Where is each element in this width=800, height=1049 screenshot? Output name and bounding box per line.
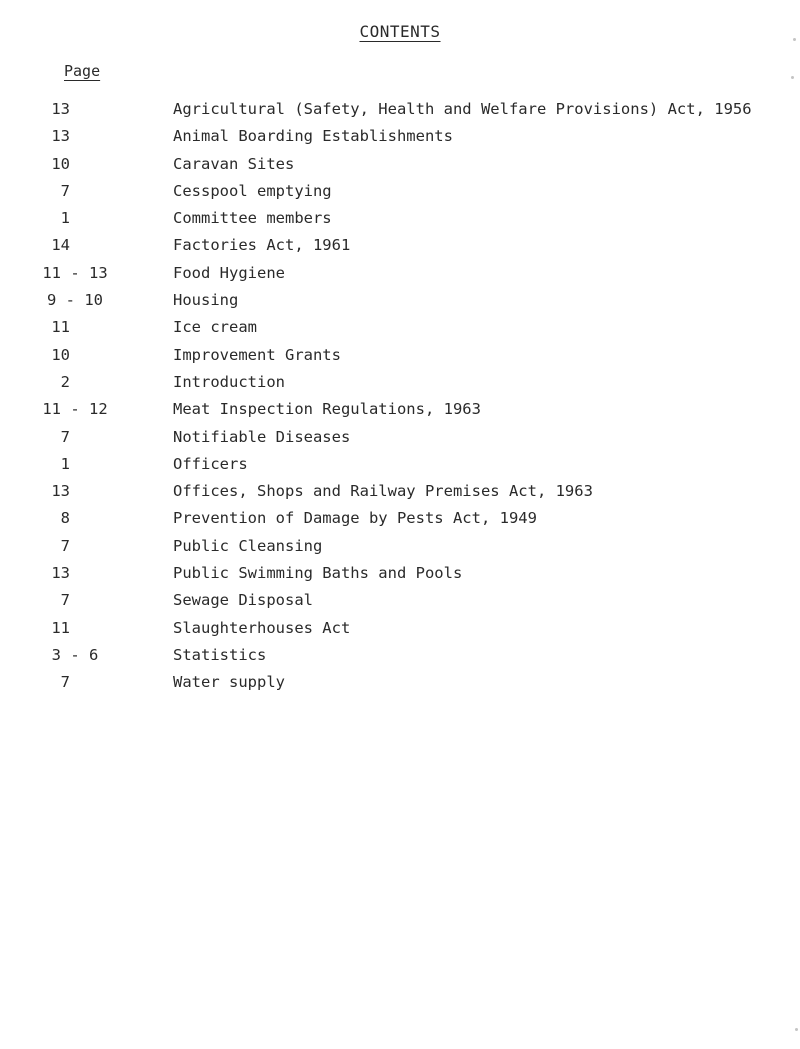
list-item [0,478,800,505]
subject-label: Housing [173,291,239,310]
page-number: 7 [60,673,70,692]
list-item [0,96,800,123]
scan-speck [795,1028,798,1031]
list-item [0,123,800,150]
page-number: 7 [60,536,70,555]
list-item [0,587,800,614]
subject-label: Slaughterhouses Act [173,618,351,637]
subject-label: Meat Inspection Regulations, 1963 [173,400,481,419]
page-number: 7 [60,591,70,610]
subject-label: Food Hygiene [173,263,285,282]
page-number: 13 [51,482,70,501]
list-item [0,533,800,560]
list-item [0,451,800,478]
subject-label: Factories Act, 1961 [173,236,351,255]
list-item [0,396,800,423]
list-item [0,560,800,587]
page-number: 11 - 12 [42,400,108,419]
list-item [0,151,800,178]
subject-label: Agricultural (Safety, Health and Welfare Provisions) Act, 1956 [173,100,752,118]
list-item [0,505,800,532]
page-number: 10 [51,154,70,173]
page-number: 13 [51,127,70,146]
subject-label: Animal Boarding Establishments [173,127,453,146]
page-number: 3 - 6 [51,645,99,664]
scan-speck [793,38,796,41]
page-number: 8 [60,509,70,528]
list-item [0,669,800,696]
subject-label: Notifiable Diseases [173,427,351,446]
list-item [0,260,800,287]
page-number: 11 - 13 [42,263,108,282]
page-number: 1 [60,454,70,473]
page-number: 11 [51,318,70,337]
list-item [0,287,800,314]
subject-label: Cesspool emptying [173,181,332,200]
subject-label: Statistics [173,645,267,664]
subject-label: Caravan Sites [173,154,295,173]
contents-list [0,96,800,697]
subject-label: Ice cream [173,318,257,337]
list-item [0,642,800,669]
subject-label: Improvement Grants [173,345,341,364]
page-number: 9 - 10 [47,291,103,310]
list-item [0,369,800,396]
subject-label: Officers [173,454,248,473]
subject-label: Offices, Shops and Railway Premises Act, 1963 [173,482,593,501]
page-column-header: Page [64,62,101,80]
list-item [0,178,800,205]
subject-label: Water supply [173,673,285,692]
subject-label: Introduction [173,372,285,391]
page-number: 7 [60,427,70,446]
list-item [0,615,800,642]
page-number: 13 [51,564,70,583]
list-item [0,342,800,369]
page-number: 7 [60,181,70,200]
subject-label: Prevention of Damage by Pests Act, 1949 [173,509,537,528]
list-item [0,205,800,232]
page-number: 13 [51,100,70,118]
subject-label: Public Swimming Baths and Pools [173,564,463,583]
page-number: 11 [51,618,70,637]
list-item [0,232,800,259]
subject-label: Committee members [173,209,332,228]
subject-label: Public Cleansing [173,536,323,555]
scan-speck [791,76,794,79]
page-number: 14 [51,236,70,255]
page-number: 1 [60,209,70,228]
list-item [0,314,800,341]
subject-label: Sewage Disposal [173,591,313,610]
page-title: CONTENTS [359,22,441,41]
page-number: 10 [51,345,70,364]
page-number: 2 [60,372,70,391]
list-item [0,424,800,451]
